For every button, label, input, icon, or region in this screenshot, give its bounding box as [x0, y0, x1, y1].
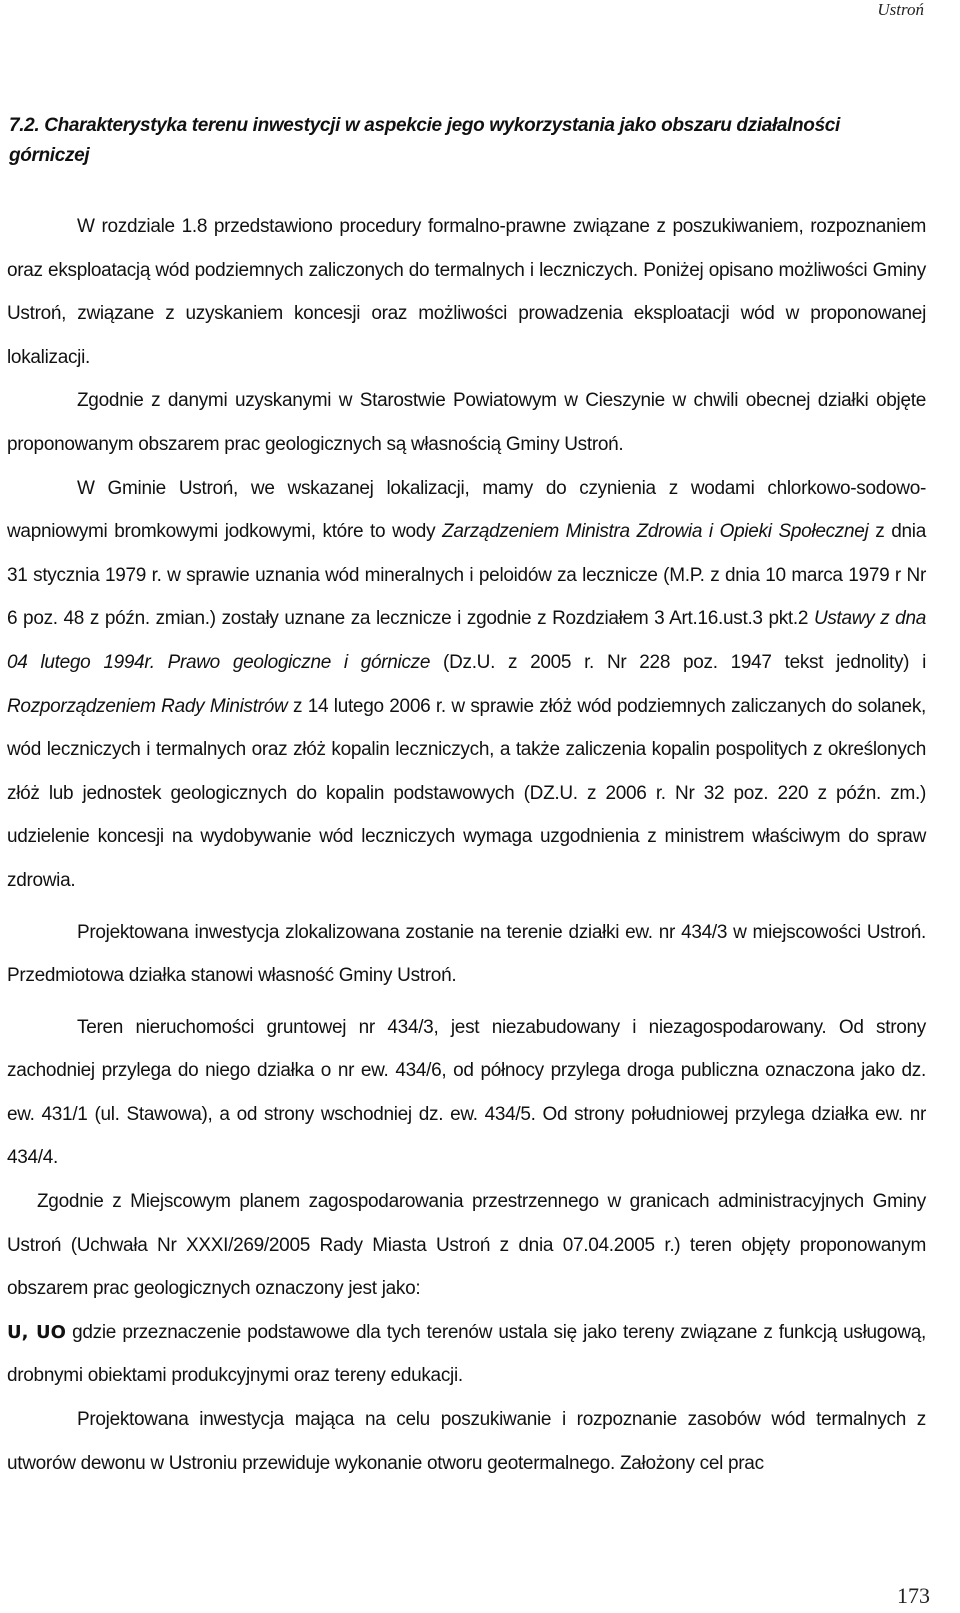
council-of-ministers-regulation: Rozporządzeniem Rady Ministrów	[7, 695, 288, 717]
paragraph-2: Zgodnie z danymi uzyskanymi w Starostwie Powiatowym w Cieszynie w chwili obecnej działki objęte proponowanym obszarem prac geologicznych są własnością Gminy Ustroń.	[7, 390, 926, 455]
paragraph-8: Projektowana inwestycja mająca na celu poszukiwanie i rozpoznanie zasobów wód termalnych z utworów dewonu w Ustroniu przewiduje wykonanie otworu geotermalnego. Założony cel prac	[7, 1409, 926, 1474]
paragraph-3-text-4: z 14 lutego 2006 r. w sprawie złóż wód podziemnych zaliczanych do solanek, wód leczniczych i termalnych oraz złóż kopalin leczniczych, a także zaliczenia kopalin pospolitych z określonych złóż lub jednostek geologicznych do kopalin podstawowych (DZ.U. z 2006 r. Nr 32 poz. 220 z późn. zm.) udzielenie koncesji na wydobywanie wód leczniczych wymaga uzgodnienia z ministrem właściwym do spraw zdrowia.	[7, 695, 926, 891]
paragraph-3-text-1: W Gminie Ustroń, we wskazanej lokalizacji, mamy do czynienia z wodami chlorkowo-sodowo-wapniowymi bromkowymi jodkowymi, które to wody	[7, 477, 926, 543]
section-number: 7.2.	[9, 115, 40, 136]
paragraph-7	[7, 1311, 926, 1398]
paragraph-4: Projektowana inwestycja zlokalizowana zostanie na terenie działki ew. nr 434/3 w miejscowości Ustroń. Przedmiotowa działka stanowi własność Gminy Ustroń.	[7, 921, 926, 987]
paragraph-3-text-3: (Dz.U. z 2005 r. Nr 228 poz. 1947 tekst jednolity) i	[430, 651, 927, 673]
section-heading	[9, 111, 924, 171]
paragraph-7-text: gdzie przeznaczenie podstawowe dla tych terenów ustala się jako tereny związane z funkcją usługową, drobnymi obiektami produkcyjnymi oraz tereny edukacji.	[7, 1321, 926, 1387]
paragraph-3-text-2: z dnia 31 stycznia 1979 r. w sprawie uznania wód mineralnych i peloidów za lecznicze (M.P. z dnia 10 marca 1979 r Nr 6 poz. 48 z późn. zmian.) zostały uznane za lecznicze i zgodnie z Rozdziałem 3 Art.16.ust.3 pkt.2	[7, 521, 926, 630]
running-header: Ustroń	[877, 0, 924, 19]
paragraph-1: W rozdziale 1.8 przedstawiono procedury formalno-prawne związane z poszukiwaniem, rozpoznaniem oraz eksploatacją wód podziemnych zaliczonych do termalnych i leczniczych. Poniżej opisano możliwości Gminy Ustroń, związane z uzyskaniem koncesji oraz możliwości prowadzenia eksploatacji wód w proponowanej lokalizacji.	[7, 216, 926, 368]
regulation-ministry-health: Zarządzeniem Ministra Zdrowia i Opieki Społecznej	[442, 521, 869, 543]
paragraph-5: Teren nieruchomości gruntowej nr 434/3, jest niezabudowany i niezagospodarowany. Od strony zachodniej przylega do niego działka o nr ew. 434/6, od północy przylega droga publiczna oznaczona jako dz. ew. 431/1 (ul. Stawowa), a od strony wschodniej dz. ew. 434/5. Od strony południowej przylega działka ew. nr 434/4.	[7, 1016, 926, 1169]
geological-mining-law-title: Ustawy z dna 04 lutego 1994r. Prawo geologiczne i górnicze	[7, 608, 926, 673]
page-number: 173	[897, 1583, 930, 1608]
paragraph-6: Zgodnie z Miejscowym planem zagospodarowania przestrzennego w granicach administracyjnych Gminy Ustroń (Uchwała Nr XXXI/269/2005 Rady Miasta Ustroń z dnia 07.04.2005 r.) teren objęty proponowanym obszarem prac geologicznych oznaczony jest jako:	[7, 1191, 926, 1300]
zoning-code: U, UO	[7, 1321, 66, 1343]
document-body	[7, 205, 926, 1485]
paragraph-3	[7, 467, 926, 903]
section-title: Charakterystyka terenu inwestycji w aspekcie jego wykorzystania jako obszaru działalności górniczej	[9, 115, 840, 166]
